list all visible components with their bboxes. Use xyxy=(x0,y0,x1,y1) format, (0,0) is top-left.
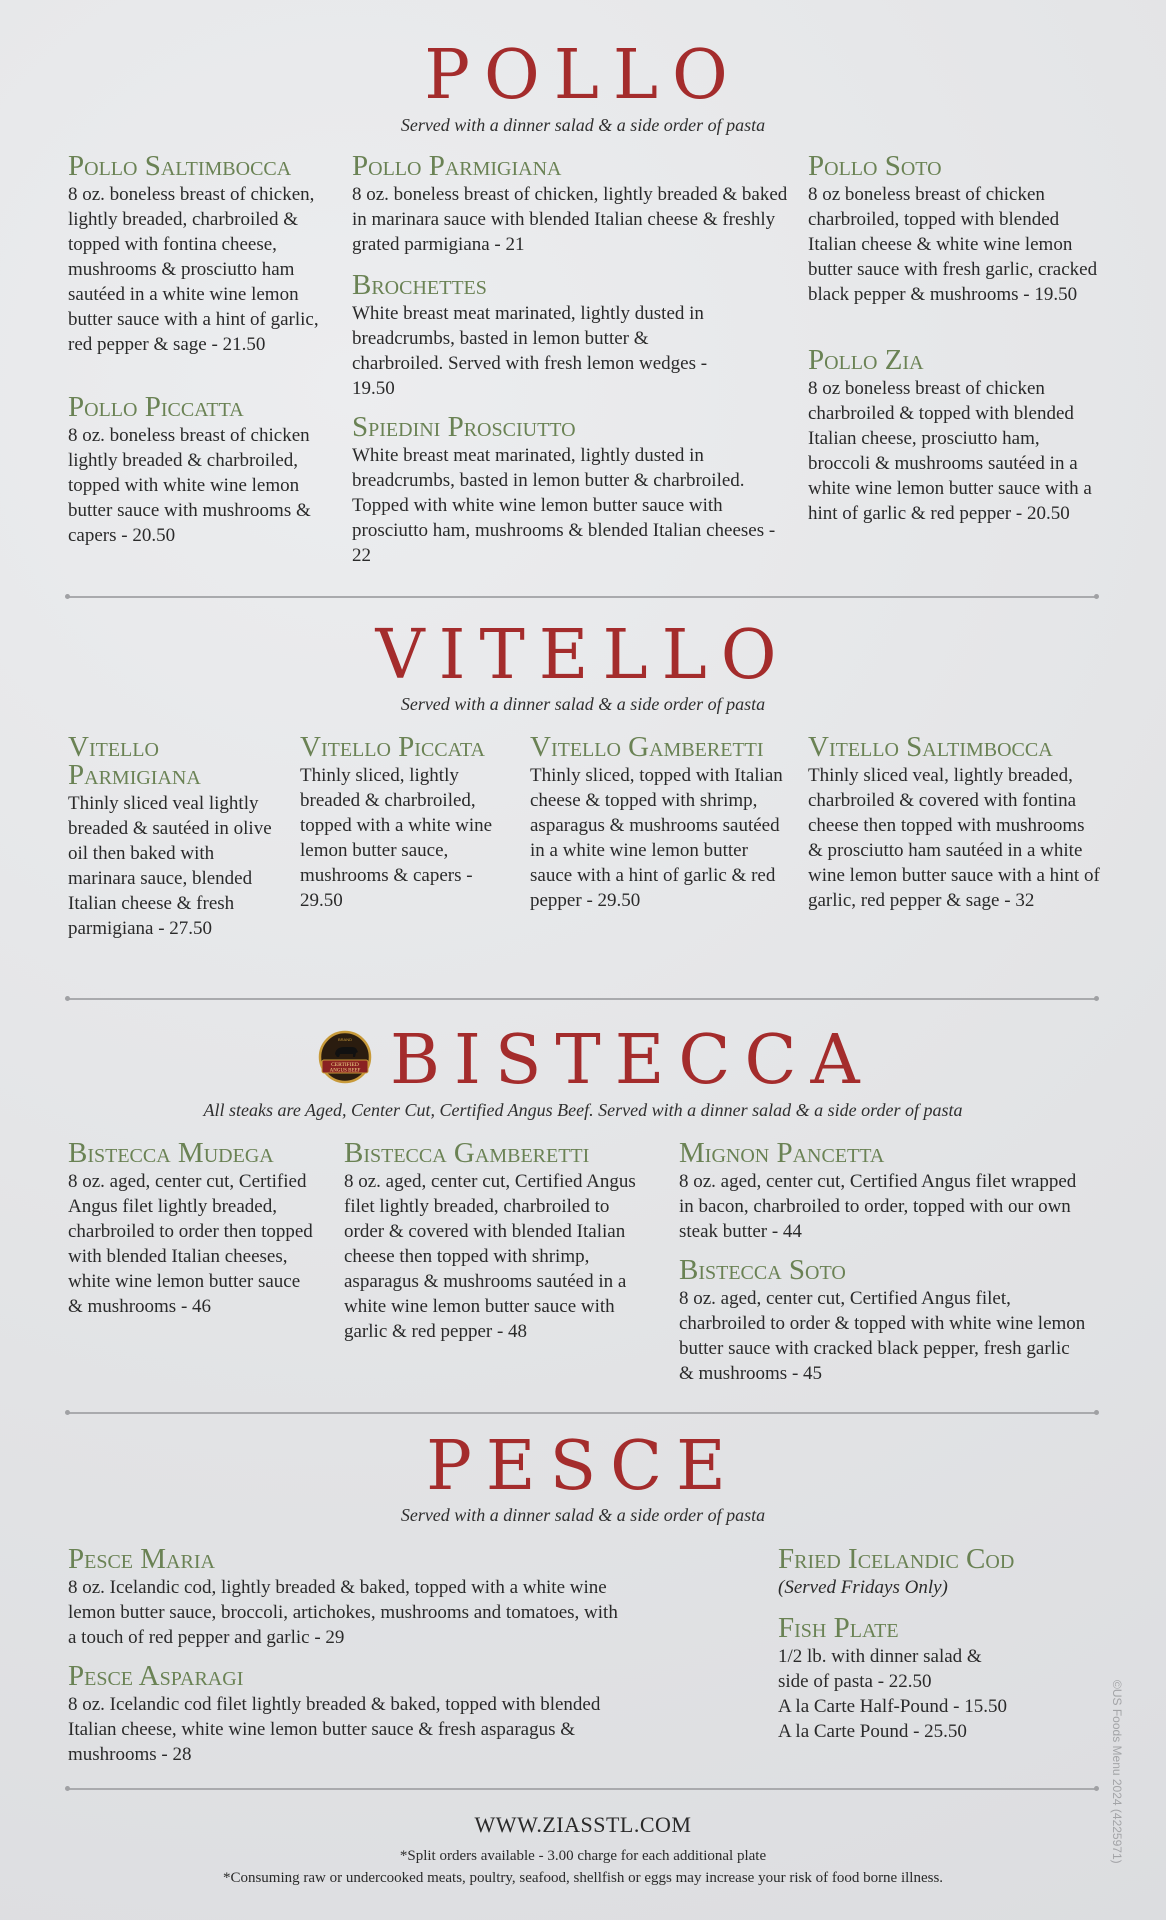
menu-item xyxy=(808,733,1103,913)
item-description: 8 oz boneless breast of chicken charbroiled, topped with blended Italian cheese & white wine lemon butter sauce with fresh garlic, cracked black pepper & mushrooms - 19.50 xyxy=(808,184,1098,305)
copyright-credit: ©US Foods Menu 2024 (4225971) xyxy=(1110,1680,1124,1864)
item-name: Fish Plate xyxy=(778,1612,899,1644)
item-name: Vitello Gamberetti xyxy=(530,731,764,763)
menu-item xyxy=(679,1139,1089,1244)
item-name: Vitello Saltimbocca xyxy=(808,731,1053,763)
menu-item xyxy=(68,152,336,357)
svg-text:CERTIFIED: CERTIFIED xyxy=(331,1062,359,1068)
menu-item xyxy=(778,1545,1078,1600)
section-divider xyxy=(68,998,1096,1000)
item-name: Pesce Asparagi xyxy=(68,1660,244,1692)
item-description: 8 oz. aged, center cut, Certified Angus filet, charbroiled to order & topped with white wine lemon butter sauce with cracked black pepper, fresh garlic & mushrooms - 45 xyxy=(679,1288,1086,1384)
item-description: White breast meat marinated, lightly dusted in breadcrumbs, basted in lemon butter & charbroiled. Topped with white wine lemon butter sauce with prosciutto ham, mushrooms & blended Italian cheeses - 22 xyxy=(352,445,776,566)
item-description: 8 oz boneless breast of chicken charbroiled & topped with blended Italian cheese, prosciutto ham, broccoli & mushrooms sautéed in a white wine lemon butter sauce with a hint of garlic & red pepper - 20.50 xyxy=(808,378,1092,524)
item-description: 1/2 lb. with dinner salad & side of pasta - 22.50 xyxy=(778,1646,982,1692)
item-description: 8 oz. aged, center cut, Certified Angus filet lightly breaded, charbroiled to order & covered with blended Italian cheese then topped with shrimp, asparagus & mushrooms sautéed in a white wine lemon butter sauce with garlic & red pepper - 48 xyxy=(344,1171,636,1342)
website-link[interactable]: WWW.ZIASSTL.COM xyxy=(474,1812,692,1837)
item-name: Mignon Pancetta xyxy=(679,1137,885,1169)
section-divider xyxy=(68,596,1096,598)
item-description: Thinly sliced veal, lightly breaded, charbroiled & covered with fontina cheese then topped with mushrooms & prosciutto ham sautéed in a white wine lemon butter sauce with a hint of garlic, red pepper & sage - 32 xyxy=(808,765,1100,911)
menu-item xyxy=(352,152,790,257)
section-title-bistecca: BISTECCA xyxy=(390,1021,874,1100)
menu-item xyxy=(68,1545,628,1650)
item-name: Pollo Zia xyxy=(808,344,924,376)
section-title-pesce: PESCE xyxy=(426,1427,740,1506)
item-name: Pesce Maria xyxy=(68,1543,215,1575)
section-title-vitello: VITELLO xyxy=(375,616,791,695)
section-divider xyxy=(68,1412,1096,1414)
item-name: Bistecca Soto xyxy=(679,1254,846,1286)
section-divider xyxy=(68,1788,1096,1790)
item-name: Vitello Parmigiana xyxy=(68,731,201,791)
food-safety-note: *Consuming raw or undercooked meats, poultry, seafood, shellfish or eggs may increase your risk of food borne illness. xyxy=(222,1870,944,1886)
item-description: 8 oz. Icelandic cod, lightly breaded & baked, topped with a white wine lemon butter sauce, broccoli, artichokes, mushrooms and tomatoes, with a touch of red pepper and garlic - 29 xyxy=(68,1577,618,1648)
section-subtitle-vitello: Served with a dinner salad & a side order of pasta xyxy=(400,694,766,714)
item-description: White breast meat marinated, lightly dusted in breadcrumbs, basted in lemon butter & charbroiled. Served with fresh lemon wedges - 19.50 xyxy=(352,303,708,399)
menu-item xyxy=(530,733,785,913)
item-name: Pollo Parmigiana xyxy=(352,150,562,182)
item-description: 8 oz. boneless breast of chicken lightly breaded & charbroiled, topped with white wine lemon butter sauce with mushrooms & capers - 20.50 xyxy=(68,425,311,546)
menu-item xyxy=(352,271,742,401)
menu-item xyxy=(68,1662,628,1767)
item-price-line: A la Carte Pound - 25.50 xyxy=(778,1721,967,1742)
item-description: 8 oz. boneless breast of chicken, lightly breaded & baked in marinara sauce with blended Italian cheese & freshly grated parmigiana - 21 xyxy=(352,184,788,255)
section-subtitle-pesce: Served with a dinner salad & a side order of pasta xyxy=(400,1505,766,1525)
item-name: Bistecca Gamberetti xyxy=(344,1137,590,1169)
item-name: Pollo Piccatta xyxy=(68,391,244,423)
item-note: (Served Fridays Only) xyxy=(778,1577,948,1598)
item-description: Thinly sliced, topped with Italian cheese & topped with shrimp, asparagus & mushrooms sautéed in a white wine lemon butter sauce with a hint of garlic & red pepper - 29.50 xyxy=(530,765,783,911)
item-name: Bistecca Mudega xyxy=(68,1137,274,1169)
section-subtitle-pollo: Served with a dinner salad & a side order of pasta xyxy=(400,115,766,135)
menu-item xyxy=(808,152,1103,307)
menu-item xyxy=(300,733,510,913)
item-name: Fried Icelandic Cod xyxy=(778,1543,1015,1575)
item-description: Thinly sliced, lightly breaded & charbroiled, topped with a white wine lemon butter sauce, mushrooms & capers - 29.50 xyxy=(300,765,493,911)
item-name: Pollo Saltimbocca xyxy=(68,150,292,182)
item-name: Spiedini Prosciutto xyxy=(352,411,576,443)
item-name: Pollo Soto xyxy=(808,150,942,182)
menu-item xyxy=(68,393,336,548)
item-price-line: A la Carte Half-Pound - 15.50 xyxy=(778,1696,1008,1717)
certified-angus-beef-logo xyxy=(318,1030,372,1084)
menu-item xyxy=(778,1614,1008,1744)
item-description: 8 oz. aged, center cut, Certified Angus filet wrapped in bacon, charbroiled to order, topped with our own steak butter - 44 xyxy=(679,1171,1077,1242)
item-description: 8 oz. Icelandic cod filet lightly breaded & baked, topped with blended Italian cheese, white wine lemon butter sauce & fresh asparagus & mushrooms - 28 xyxy=(68,1694,601,1765)
menu-item xyxy=(679,1256,1089,1386)
item-name: Vitello Piccata xyxy=(300,731,485,763)
svg-text:ANGUS BEEF: ANGUS BEEF xyxy=(329,1068,361,1074)
item-description: Thinly sliced veal lightly breaded & sautéed in olive oil then baked with marinara sauce, blended Italian cheese & fresh parmigiana - 27.50 xyxy=(68,793,272,939)
menu-item xyxy=(352,413,797,568)
svg-text:BRAND: BRAND xyxy=(337,1037,353,1042)
item-description: 8 oz. boneless breast of chicken, lightly breaded, charbroiled & topped with fontina cheese, mushrooms & prosciutto ham sautéed in a white wine lemon butter sauce with a hint of garlic, red pepper & sage - 21.50 xyxy=(68,184,319,355)
item-name: Brochettes xyxy=(352,269,487,301)
split-orders-note: *Split orders available - 3.00 charge for each additional plate xyxy=(399,1848,767,1864)
section-subtitle-bistecca: All steaks are Aged, Center Cut, Certified Angus Beef. Served with a dinner salad & a side order of pasta xyxy=(203,1100,963,1120)
section-title-pollo: POLLO xyxy=(424,36,742,115)
menu-item xyxy=(68,733,286,941)
menu-item xyxy=(68,1139,318,1319)
item-description: 8 oz. aged, center cut, Certified Angus filet lightly breaded, charbroiled to order then topped with blended Italian cheeses, white wine lemon butter sauce & mushrooms - 46 xyxy=(68,1171,313,1317)
menu-item xyxy=(808,346,1103,526)
menu-item xyxy=(344,1139,636,1344)
